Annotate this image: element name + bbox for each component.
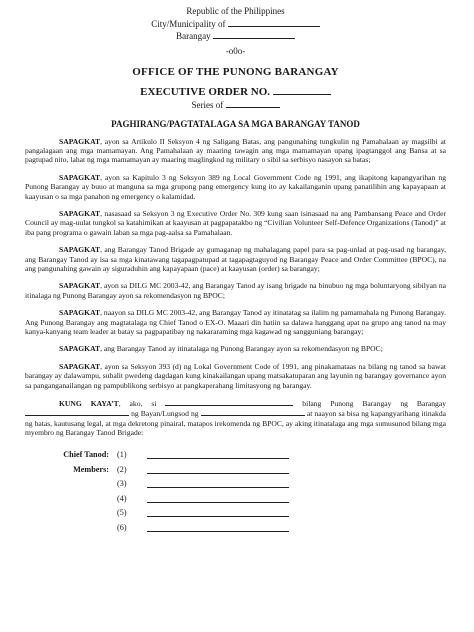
whereas-text: , ayon sa Artikulo II Seksyon 4 ng Saligang Batas, ang pangunahing tungkulin ng Pamahalaan ay magsilbi at pangalagaan ang mga mamamayan. Ang Pamahalaan ay maaring tawagin ang mga mamamayan upang ipagtanggol ang Bansa at sa pagtupad nito, lahat ng mga mamamayan ay maaring maglingkod ng military o sibil sa serbisyo nasayon sa batas;	[25, 136, 446, 165]
whereas-text: , ang Barangay Tanod Brigade ay gumaganap ng mahalagang papel para sa pag-unlad at pag-usad ng barangay, ang Barangay Tanod ay isa sa mga kinatawang tagapagpatupad at tagapagtaguyod ng Barangay Peace and Order Committee (BPOC), na ang pangunahing gawain ay siguraduhin ang kapayapaan (pace) at kaayusan (order) sa barangay;	[25, 245, 446, 273]
punong-barangay-name-blank	[165, 398, 293, 406]
city-blank	[228, 18, 320, 27]
whereas-text: , ang Barangay Tanod ay itinatalaga ng Punong Barangay ayon sa rekomendasyon ng BPOC;	[100, 344, 383, 354]
whereas-paragraph	[25, 281, 446, 300]
signature-line	[147, 450, 289, 459]
signature-line	[147, 479, 289, 488]
eo-number-blank	[273, 85, 331, 95]
document-title: PAGHIRANG/PAGTATALAGA SA MGA BARANGAY TANOD	[111, 118, 360, 129]
whereas-lead: SAPAGKAT	[59, 281, 101, 291]
whereas-lead: SAPAGKAT	[59, 208, 101, 218]
whereas-lead: SAPAGKAT	[59, 344, 101, 354]
whereas-text: , ayon sa Kapitulo 3 ng Seksyon 389 ng Local Government Code ng 1991, ang ikapitong kapangyarihan ng Punong Barangay ay buuo at manguna sa mga grupong pang emergency kung ito ay kakailanganin upang panatilihin ang kapayapaan at kaayusan o sa mga panahon ng emergency o kalamidad.	[25, 172, 446, 201]
whereas-paragraph	[25, 362, 446, 390]
whereas-text: , nasasaad sa Seksyon 3 ng Executive Order No. 309 kung saan isinasaad na ang Pambansang Peace and Order Council ay mag-uulat tungkol sa katahimikan at kaayusan at pagpapatakbo ng “Civilian Volunteer Self-Defence Organizations (Tanod)” at iba pang programa o gawain laban sa mga pag-aalsa sa Pamahalaan.	[25, 208, 446, 237]
whereas-paragraph	[25, 344, 446, 353]
barangay-line: Barangay	[25, 30, 446, 43]
whereas-clauses	[25, 137, 446, 391]
republic-line: Republic of the Philippines	[186, 6, 285, 16]
whereas-lead: SAPAGKAT	[59, 245, 101, 255]
whereas-lead: SAPAGKAT	[59, 308, 101, 318]
roster-row: Chief Tanod: (1)	[25, 445, 446, 460]
whereas-lead: SAPAGKAT	[59, 172, 101, 182]
roster-row: (3)	[25, 474, 446, 489]
kung-kaya-clause: KUNG KAYA’T, ako, si bilang Punong Barangay ng Barangay ng Bayan/Lungsod ng at naayon sa bisa ng kapangyarihang itinakda ng batas, kautusang legal, at mga dekretong pinairal, matapos irekomenda ng BPOC, ay aking itinatalaga ang mga sumusunod bilang mga myembro ng Barangay Tanod Brigade:	[25, 399, 446, 438]
roster-row: (6)	[25, 517, 446, 532]
whereas-paragraph	[25, 173, 446, 201]
city-line: City/Municipality of	[25, 18, 446, 31]
whereas-paragraph	[25, 137, 446, 165]
signature-line	[147, 465, 289, 474]
whereas-text: , ayon sa Seksyon 393 (d) ng Lokal Government Code of 1991, ang pinakamataas na bilang ng tanod sa bawat barangay ay dalawampu, subalit pwedeng dagdagan kung kinakailangan upang matsakatuparan ang layunin ng barangay governance ayon sa panganganailangan ng pampublikong serbisyo at pangkaperahang limitasyong ng barangay.	[25, 361, 446, 390]
tanod-roster	[25, 445, 446, 532]
whereas-lead: SAPAGKAT	[59, 136, 101, 146]
roster-row: Members: (2)	[25, 459, 446, 474]
municipality-name-blank	[201, 408, 305, 416]
barangay-blank	[213, 30, 295, 39]
separator: -o0o-	[225, 45, 246, 56]
whereas-paragraph	[25, 245, 446, 273]
roster-row: (4)	[25, 488, 446, 503]
signature-line	[147, 523, 289, 532]
office-title: OFFICE OF THE PUNONG BARANGAY	[132, 65, 339, 78]
barangay-name-blank	[25, 408, 129, 416]
whereas-text: , naayon sa DILG MC 2003-42, ang Barangay Tanod ay itinatatag sa ilalim ng pamamahala ng Punong Barangay. Ang Punong Barangay ang magtatalaga ng Chief Tanod o EX-O. Maaari din hatiin sa dalawa hanggang apat na grupo ang tanod na may kanya-kanyang team leader at batay sa pagpapatibay ng nakararaming mga kagawad ng sangguniang barangay;	[25, 308, 446, 336]
signature-line	[147, 494, 289, 503]
executive-order-number: EXECUTIVE ORDER NO.	[25, 85, 446, 98]
document-header	[25, 6, 446, 43]
roster-row: (5)	[25, 503, 446, 518]
series-blank	[226, 99, 280, 108]
whereas-text: , ayon sa DILG MC 2003-42, ang Barangay Tanod ay isang brigade na binubuo ng mga boluntaryong sibilyan na itinalaga ng Punong Barangay ayon sa rekomendasyon ng BPOC;	[25, 281, 446, 300]
whereas-paragraph	[25, 308, 446, 336]
whereas-lead: SAPAGKAT	[59, 361, 101, 371]
series-line: Series of	[25, 99, 446, 110]
whereas-paragraph	[25, 209, 446, 237]
signature-line	[147, 508, 289, 517]
